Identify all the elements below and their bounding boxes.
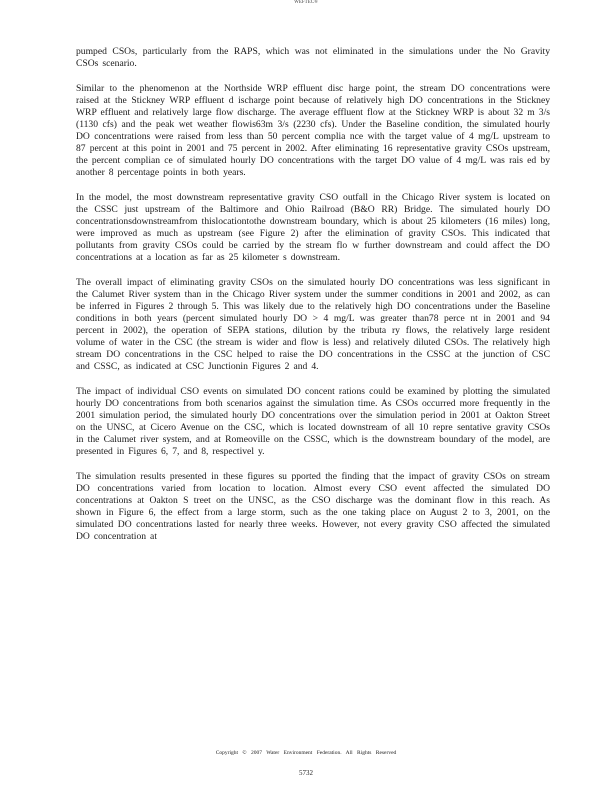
paragraph: The simulation results presented in these figures su pported the finding that the impact of gravity CSOs on stream DO concentrations varied from location to location. Almost every CSO event affected the simulated DO concentrations at Oakton S treet on the UNSC, as the CSO discharge was the dominant flow in this reach. As shown in Figure 6, the effect from a large storm, such as the one taking place on August 2 to 3, 2001, on the simulated DO concentrations lasted for nearly three weeks. However, not every gravity CSO affected the simulated DO concentration at — [76, 471, 550, 542]
paragraph: Similar to the phenomenon at the Northside WRP effluent disc harge point, the stream DO concentrations were raised at the Stickney WRP effluent d ischarge point because of relatively high DO concentrations in the Stickney WRP effluent and relatively large flow discharge. The average effluent flow at the Stickney WRP is about 32 m 3/s (1130 cfs) and the peak wet weather flowis63m 3/s (2230 cfs). Under the Baseline condition, the simulated hourly DO concentrations were raised from less than 50 percent complia nce with the target value of 4 mg/L upstream to 87 percent at this point in 2001 and 75 percent in 2002. After eliminating 16 representative gravity CSOs upstream, the percent complian ce of simulated hourly DO concentrations with the target DO value of 4 mg/L was rais ed by another 8 percentage points in both years. — [76, 83, 550, 178]
page-number: 5732 — [299, 769, 313, 777]
paragraph: The impact of individual CSO events on simulated DO concent rations could be examined by plotting the simulated hourly DO concentrations from both scenarios against the simulation time. As CSOs occurred more frequently in the 2001 simulation period, the simulated hourly DO concentrations over the simulation period in 2001 at Oakton Street on the UNSC, at Cicero Avenue on the CSC, which is located downstream of all 10 repre sentative gravity CSOs in the Calumet river system, and at Romeoville on the CSSC, which is the downstream boundary of the model, are presented in Figures 6, 7, and 8, respectivel y. — [76, 386, 550, 457]
running-header: WEFTEC® — [294, 0, 318, 5]
paragraph: pumped CSOs, particularly from the RAPS, which was not eliminated in the simulations under the No Gravity CSOs scenario. — [76, 46, 550, 69]
body-text — [76, 46, 550, 556]
copyright-notice: Copyright © 2007 Water Environment Federation. All Rights Reserved — [215, 750, 397, 756]
paragraph: The overall impact of eliminating gravity CSOs on the simulated hourly DO concentrations was less significant in the Calumet River system than in the Chicago River system under the summer conditions in 2001 and 2002, as can be inferred in Figures 2 through 5. This was likely due to the relatively high DO concentrations under the Baseline conditions in both years (percent simulated hourly DO > 4 mg/L was greater than78 perce nt in 2001 and 94 percent in 2002), the operation of SEPA stations, dilution by the tributa ry flows, the relatively large resident volume of water in the CSC (the stream is wider and flow is less) and relatively diluted CSOs. The relatively high stream DO concentrations in the CSC helped to raise the DO concentrations in the CSSC at the junction of CSC and CSSC, as indicated at CSC Junctionin Figures 2 and 4. — [76, 277, 550, 372]
paragraph: In the model, the most downstream representative gravity CSO outfall in the Chicago River system is located on the CSSC just upstream of the Baltimore and Ohio Railroad (B&O RR) Bridge. The simulated hourly DO concentrationsdownstreamfrom thislocationtothe downstream boundary, which is about 25 kilometers (16 miles) long, were improved as much as upstream (see Figure 2) after the elimination of gravity CSOs. This indicated that pollutants from gravity CSOs could be carried by the stream flo w further downstream and could affect the DO concentrations at a location as far as 25 kilometer s downstream. — [76, 192, 550, 263]
